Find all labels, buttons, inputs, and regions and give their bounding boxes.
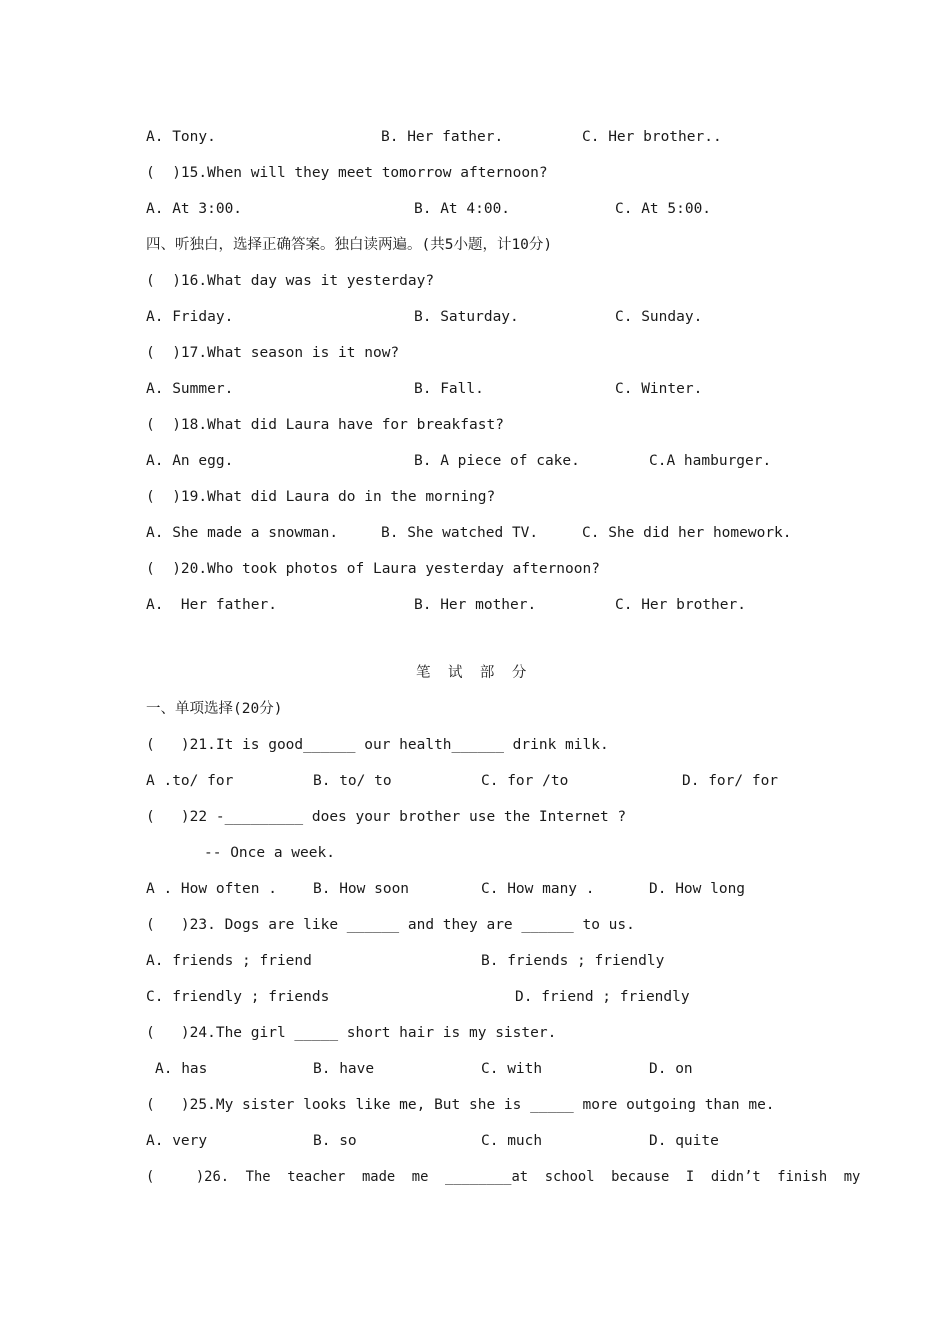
q18-question: ( )18.What did Laura have for breakfast? — [146, 417, 504, 433]
q25-option-d: D. quite — [649, 1133, 719, 1149]
q20-option-c: C. Her brother. — [615, 597, 746, 613]
q17-question: ( )17.What season is it now? — [146, 345, 400, 361]
q25-option-b: B. so — [313, 1133, 357, 1149]
q22-answer-line: -- Once a week. — [204, 845, 335, 861]
q22-option-a: A . How often . — [146, 881, 277, 897]
q16-option-c: C. Sunday. — [615, 309, 703, 325]
q19-question: ( )19.What did Laura do in the morning? — [146, 489, 496, 505]
q21-option-b: B. to/ to — [313, 773, 392, 789]
q15-option-b: B. At 4:00. — [414, 201, 511, 217]
q25-option-a: A. very — [146, 1133, 208, 1149]
q22-question: ( )22 -_________ does your brother use the Internet ? — [146, 809, 627, 825]
q23-option-c: C. friendly ; friends — [146, 989, 330, 1005]
q15-option-c: C. At 5:00. — [615, 201, 712, 217]
q23-option-b: B. friends ; friendly — [481, 953, 665, 969]
q17-option-a: A. Summer. — [146, 381, 234, 397]
q16-option-a: A. Friday. — [146, 309, 234, 325]
q24-option-b: B. have — [313, 1061, 375, 1077]
written-part-title: 笔 试 部 分 — [416, 665, 527, 681]
q14-option-c: C. Her brother.. — [582, 129, 722, 145]
q21-option-d: D. for/ for — [682, 773, 779, 789]
q18-option-b: B. A piece of cake. — [414, 453, 580, 469]
q26-question: ( )26. The teacher made me ________at school because I didn’t finish my — [146, 1169, 861, 1185]
q14-option-a: A. Tony. — [146, 129, 216, 145]
q17-option-b: B. Fall. — [414, 381, 484, 397]
q19-option-a: A. She made a snowman. — [146, 525, 339, 541]
q16-option-b: B. Saturday. — [414, 309, 519, 325]
q24-option-d: D. on — [649, 1061, 693, 1077]
q21-option-c: C. for /to — [481, 773, 569, 789]
q15-question: ( )15.When will they meet tomorrow afternoon? — [146, 165, 548, 181]
q25-question: ( )25.My sister looks like me, But she is _____ more outgoing than me. — [146, 1097, 775, 1113]
q22-option-b: B. How soon — [313, 881, 410, 897]
q23-option-a: A. friends ; friend — [146, 953, 312, 969]
q18-option-a: A. An egg. — [146, 453, 234, 469]
q24-option-c: C. with — [481, 1061, 543, 1077]
q20-option-a: A. Her father. — [146, 597, 277, 613]
q16-question: ( )16.What day was it yesterday? — [146, 273, 435, 289]
q19-option-c: C. She did her homework. — [582, 525, 792, 541]
q24-question: ( )24.The girl _____ short hair is my sister. — [146, 1025, 557, 1041]
q20-option-b: B. Her mother. — [414, 597, 537, 613]
q21-question: ( )21.It is good______ our health______ drink milk. — [146, 737, 609, 753]
q20-question: ( )20.Who took photos of Laura yesterday afternoon? — [146, 561, 600, 577]
q21-option-a: A .to/ for — [146, 773, 234, 789]
q14-option-b: B. Her father. — [381, 129, 504, 145]
q18-option-c: C.A hamburger. — [649, 453, 772, 469]
section-heading: 一、单项选择(20分) — [146, 701, 283, 717]
q17-option-c: C. Winter. — [615, 381, 703, 397]
q19-option-b: B. She watched TV. — [381, 525, 539, 541]
q25-option-c: C. much — [481, 1133, 543, 1149]
q22-option-d: D. How long — [649, 881, 746, 897]
q15-option-a: A. At 3:00. — [146, 201, 243, 217]
q24-option-a: A. has — [155, 1061, 208, 1077]
q22-option-c: C. How many . — [481, 881, 595, 897]
q23-question: ( )23. Dogs are like ______ and they are ______ to us. — [146, 917, 635, 933]
section-heading: 四、听独白，选择正确答案。独白读两遍。(共5小题，计10分) — [146, 237, 553, 253]
q23-option-d: D. friend ; friendly — [515, 989, 690, 1005]
